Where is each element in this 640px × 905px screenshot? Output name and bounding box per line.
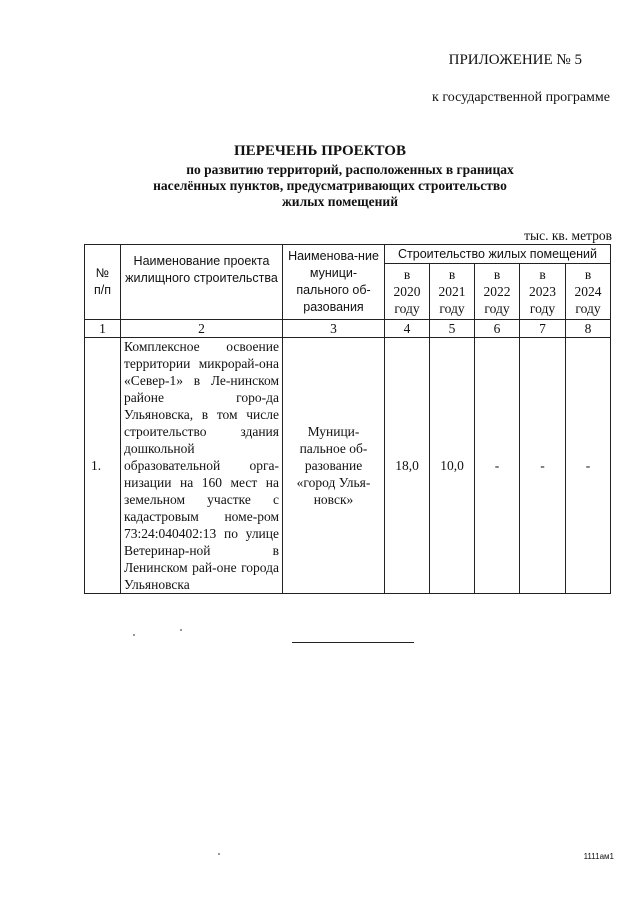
column-number: 4: [385, 320, 430, 338]
column-number: 1: [85, 320, 121, 338]
value-2021: 10,0: [430, 338, 475, 594]
table-row: [85, 338, 611, 594]
end-divider-line: [292, 642, 414, 643]
document-title-line2: по развитию территорий, расположенных в границах: [186, 162, 514, 177]
column-number: 5: [430, 320, 475, 338]
document-title: ПЕРЕЧЕНЬ ПРОЕКТОВ: [234, 143, 406, 159]
header-num: № п/п: [85, 245, 121, 320]
year-cell: в 2024 году: [566, 264, 611, 320]
column-number: 6: [475, 320, 520, 338]
column-number: 2: [121, 320, 283, 338]
header-municipality: Наименова-ние муници-пального об-разования: [283, 245, 385, 320]
projects-table: [84, 244, 611, 594]
table-header-row: [85, 245, 611, 264]
year-cell: в 2020 году: [385, 264, 430, 320]
document-title-line4: жилых помещений: [282, 194, 398, 209]
column-number: 3: [283, 320, 385, 338]
header-project: Наименование проекта жилищного строительства: [121, 245, 283, 320]
units-label: тыс. кв. метров: [524, 228, 612, 243]
appendix-subtitle: к государственной программе: [432, 90, 610, 105]
scan-speck: [218, 853, 220, 855]
scan-speck: [180, 629, 182, 631]
header-construction: Строительство жилых помещений: [385, 245, 611, 264]
year-cell: в 2022 году: [475, 264, 520, 320]
row-number: 1.: [85, 338, 121, 594]
column-number: 8: [566, 320, 611, 338]
appendix-number: ПРИЛОЖЕНИЕ № 5: [448, 52, 582, 68]
project-description: Комплексное освоение территории микрорай-она «Север-1» в Ле-нинском районе горо-да Ульяновска, в том числе строительство здания дошкольной образовательной орга-низации на 160 мест на земельном участке с кадастровым номе-ром 73:24:040402:13 по улице Ветеринар-ной в Ленинском рай-оне города Ульяновска: [121, 338, 283, 594]
column-number-row: [85, 320, 611, 338]
value-2022: -: [475, 338, 520, 594]
document-title-line3: населённых пунктов, предусматривающих строительство: [153, 178, 507, 193]
year-cell: в 2023 году: [520, 264, 566, 320]
footer-code: 1111ам1: [583, 852, 614, 861]
year-cell: в 2021 году: [430, 264, 475, 320]
column-number: 7: [520, 320, 566, 338]
value-2020: 18,0: [385, 338, 430, 594]
value-2024: -: [566, 338, 611, 594]
municipality-name: Муници-пальное об-разование «город Улья-новск»: [283, 338, 385, 594]
scan-speck: [133, 634, 135, 636]
value-2023: -: [520, 338, 566, 594]
